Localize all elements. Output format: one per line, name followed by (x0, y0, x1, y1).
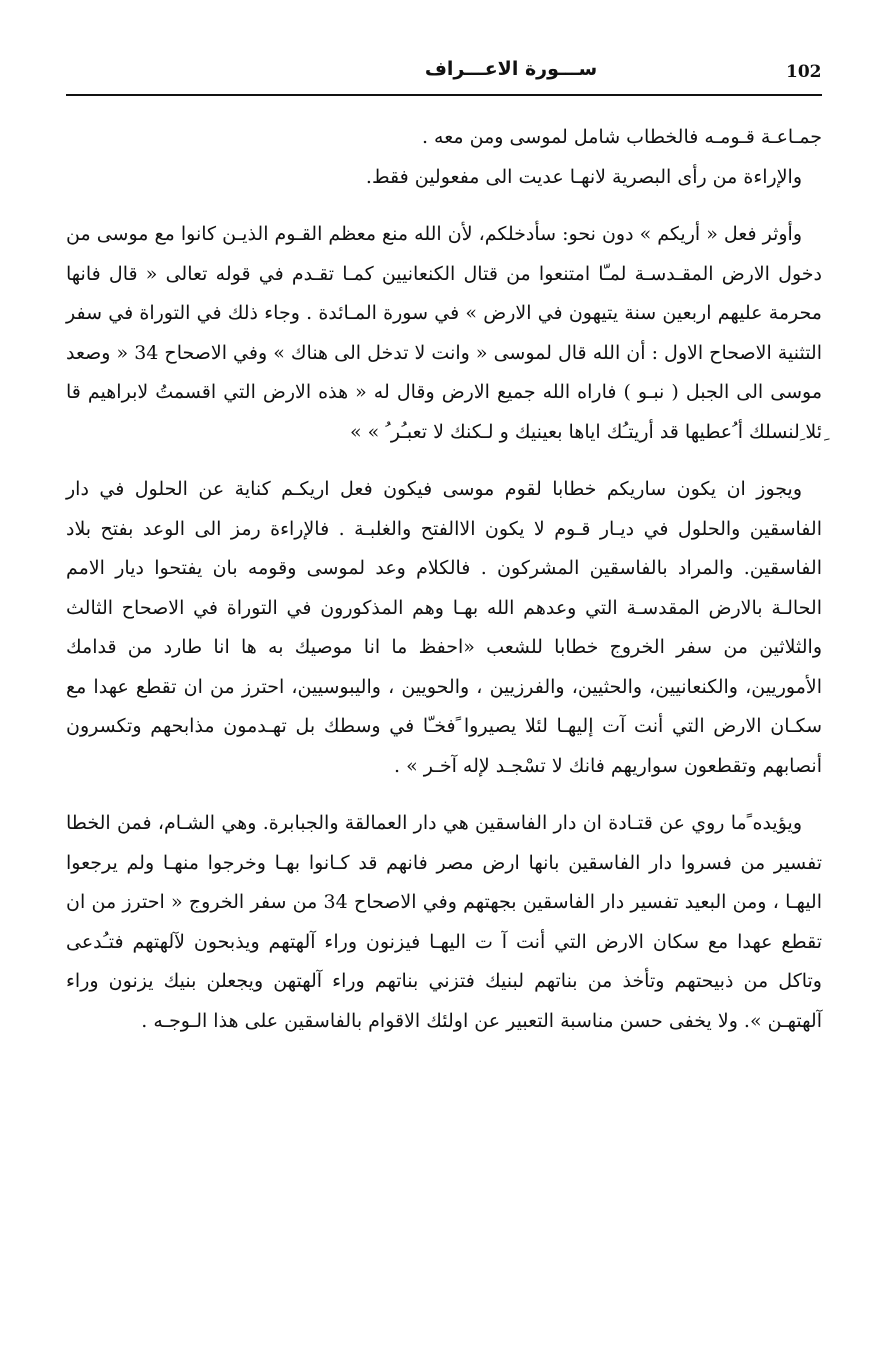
paragraph-2: والإراءة من رأى البصرية لانهـا عديت الى مفعولين فقط. (365, 165, 802, 188)
running-title: ســـورة الاعـــراف (424, 58, 598, 80)
body-text (66, 118, 822, 1041)
page-header (66, 52, 822, 98)
page-number: 102 (786, 62, 822, 82)
paragraph-4: ويجوز ان يكون ساريكم خطابا لقوم موسى فيكون فعل اريكـم كناية عن الحلول في دار الفاسقين والحلول في ديـار قـوم لا يكون الاالفتح والغلبـة . فالإراءة رمز الى الوعد بفتح بلاد الفاسقين. والمراد بالفاسقين المشركون . فالكلام وعد لموسى وقومه بان يفتحوا ديار الامم الحالـة بالارض المقدسـة التي وعدهم الله بهـا وهم المذكورون في التوراة في الاصحاح الثالث والثلاثين من سفر الخروج خطابا للشعب «احفظ ما انا موصيك به ها انا طارد من قدامك الأموريين، والكنعانيين، والحثيين، والفرزيين ، والحويين ، واليبوسيين، احترز من ان تقطع عهدا مع سكـان الارض التي أنت آت إليهـا لئلا يصيروا ًفخـّا في وسطك بل تهـدمون مذابحهم وتكسرون أنصابهم وتقطعون سواريهم فانك لا تسْجـد لإله آخـر » . (66, 478, 822, 777)
header-rule (66, 94, 822, 96)
paragraph-5: ويؤيده ًما روي عن قتـادة ان دار الفاسقين هي دار العمالقة والجبابرة. وهي الشـام، فمن الخطا تفسير من فسروا دار الفاسقين بانها ارض مصر فانهم قد كـانوا بهـا وخرجوا منهـا ولم يرجعوا اليهـا ، ومن البعيد تفسير دار الفاسقين بجهتهم وفي الاصحاح 34 من سفر الخروج « احترز من ان تقطع عهدا مع سكان الارض التي أنت آ ت اليهـا فيزنون وراء آلهتهم ويذبحون لآلهتهم فتـُدعى وتاكل من ذبيحتهم وتأخذ من بناتهم لبنيك فتزني بناتهم وراء آلهتهن ويجعلن بنيك يزنون وراء آلهتهـن ». ولا يخفى حسن مناسبة التعبير عن اولئك الاقوام بالفاسقين على هذا الـوجـه . (66, 812, 823, 1032)
paragraph-3: وأوثر فعل « أريكم » دون نحو: سأدخلكم، لأن الله منع معظم القـوم الذيـن كانوا مع موسى من دخول الارض المقـدسـة لمـّا امتنعوا من قتال الكنعانيين كمـا تقـدم في قوله تعالى « قال فانها محرمة عليهم اربعين سنة يتيهون في الارض » في سورة المـائدة . وجاء ذلك في التوراة في سفر التثنية الاصحاح الاول : أن الله قال لموسى « وانت لا تدخل الى هناك » وفي الاصحاح 34 « وصعد موسى الى الجبل ( نبـو ) فاراه الله جميع الارض وقال له « هذه الارض التي اقسمتُ لابراهيم قا ِئلا ِلنسلك أ ُعطيها قد أريتـُك اياها بعينيك و لـكنك لا تعبـُر ُ » » (66, 223, 822, 443)
paragraph-1: جمـاعـة قـومـه فالخطاب شامل لموسى ومن معه . (421, 126, 822, 148)
